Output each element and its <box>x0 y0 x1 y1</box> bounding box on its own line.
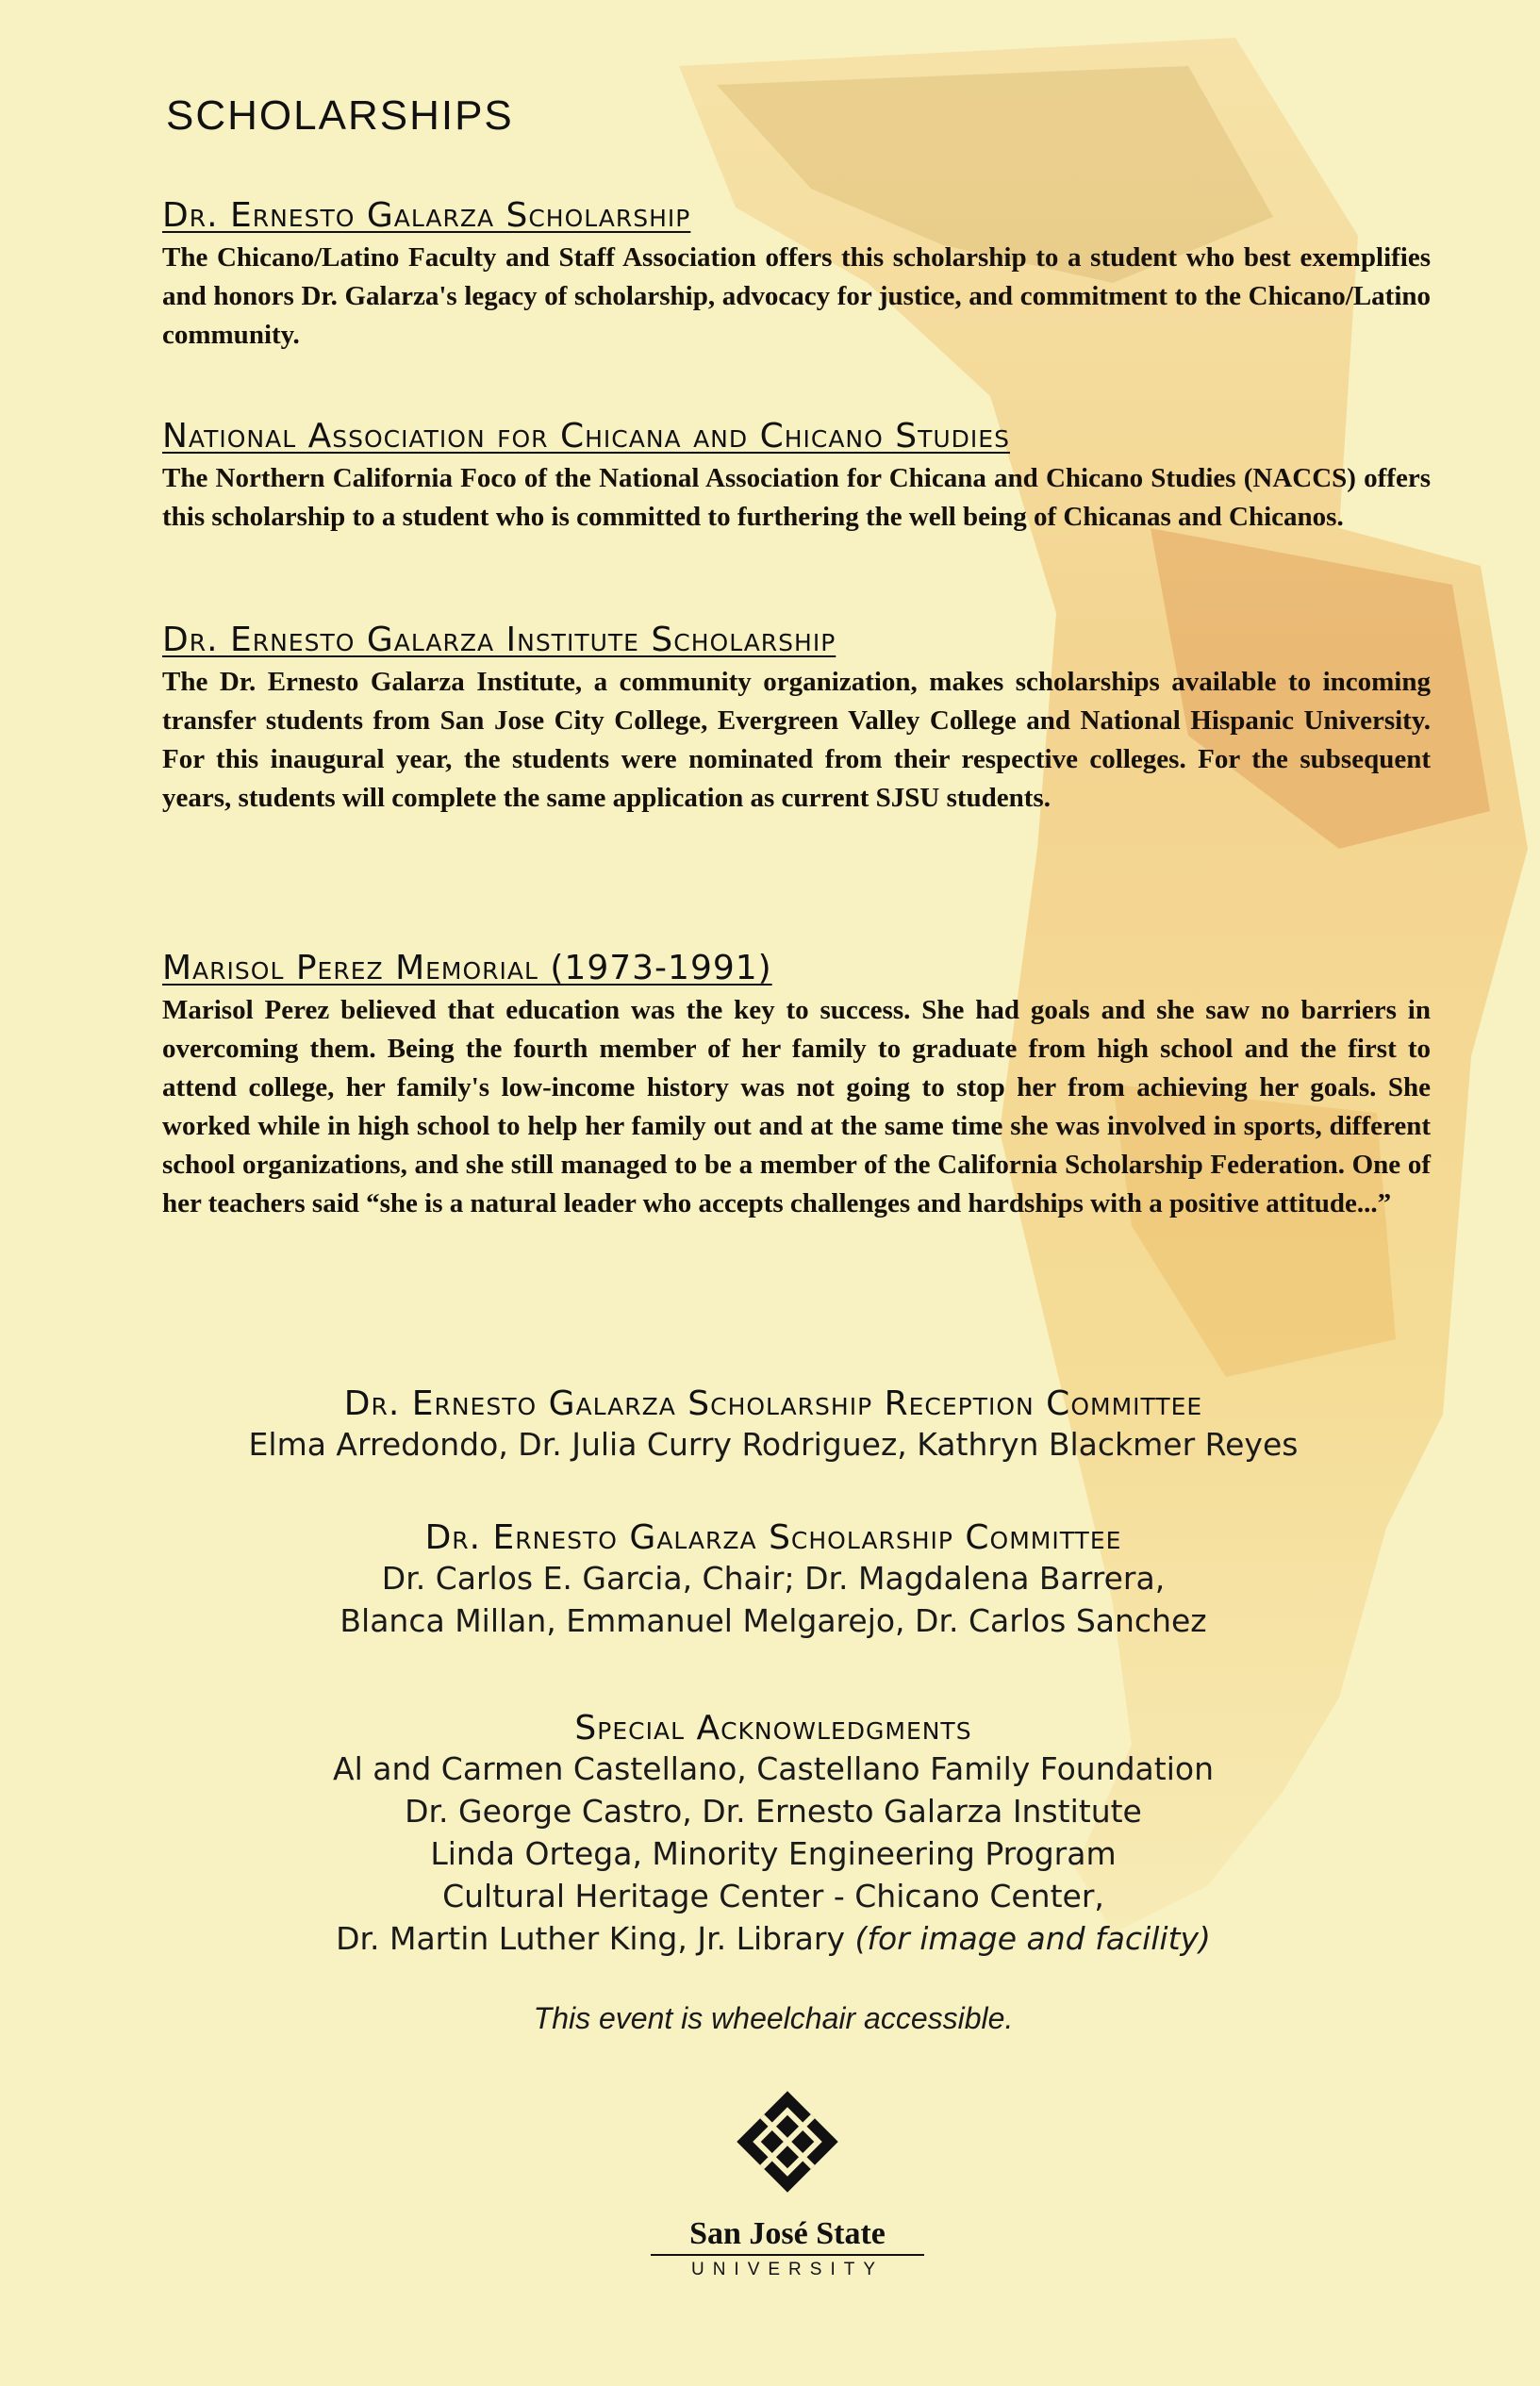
section-heading: Dr. Ernesto Galarza Institute Scholarship <box>162 621 836 659</box>
special-acknowledgments <box>132 1709 1415 1960</box>
section-heading: National Association for Chicana and Chicano Studies <box>162 417 1010 456</box>
section-naccs <box>162 417 1431 537</box>
acknowledgment-line: Al and Carmen Castellano, Castellano Family Foundation <box>333 1750 1214 1787</box>
acknowledgment-line: Cultural Heritage Center - Chicano Center, <box>442 1878 1104 1914</box>
committee-line: Dr. Carlos E. Garcia, Chair; Dr. Magdalena Barrera, <box>381 1560 1166 1597</box>
section-marisol-perez <box>162 949 1431 1223</box>
university-name: San José State <box>651 2216 924 2256</box>
acknowledgment-line: Linda Ortega, Minority Engineering Program <box>430 1835 1117 1872</box>
section-galarza-institute <box>162 621 1431 818</box>
acknowledgments-heading: Special Acknowledgments <box>574 1709 972 1748</box>
committee-line: Elma Arredondo, Dr. Julia Curry Rodriguez, Kathryn Blackmer Reyes <box>248 1426 1299 1463</box>
section-body: The Northern California Foco of the National Association for Chicana and Chicano Studies (NACCS) offers this scholarship to a student who is committed to furthering the well being of Chicanas and Chicanos. <box>162 463 1431 532</box>
section-heading: Marisol Perez Memorial (1973-1991) <box>162 949 772 987</box>
page-title: SCHOLARSHIPS <box>166 92 514 139</box>
section-galarza-scholarship <box>162 196 1431 355</box>
section-body: The Dr. Ernesto Galarza Institute, a community organization, makes scholarships available to incoming transfer students from San Jose City College, Evergreen Valley College and National Hispanic University. For this inaugural year, the students were nominated from their respective colleges. For the subsequent years, students will complete the same application as current SJSU students. <box>162 667 1431 813</box>
section-body: The Chicano/Latino Faculty and Staff Association offers this scholarship to a student who best exemplifies and honors Dr. Galarza's legacy of scholarship, advocacy for justice, and commitment to the Chicano/Latino community. <box>162 242 1431 350</box>
university-subtitle: UNIVERSITY <box>690 2260 885 2279</box>
section-heading: Dr. Ernesto Galarza Scholarship <box>162 196 691 235</box>
section-body: Marisol Perez believed that education was the key to success. She had goals and she saw no barriers in overcoming them. Being the fourth member of her family to graduate from high school and the first to attend college, her family's low-income history was not going to stop her from achieving her goals. She worked while in high school to help her family out and at the same time she was involved in sports, different school organizations, and she still managed to be a member of the California Scholarship Federation. One of her teachers said “she is a natural leader who accepts challenges and hardships with a positive attitude...” <box>162 995 1431 1218</box>
sjsu-logo-icon <box>734 2088 841 2195</box>
committee-heading: Dr. Ernesto Galarza Scholarship Committee <box>424 1518 1122 1557</box>
acknowledgment-library: Dr. Martin Luther King, Jr. Library <box>336 1920 845 1957</box>
committee-line: Blanca Millan, Emmanuel Melgarejo, Dr. Carlos Sanchez <box>339 1602 1207 1639</box>
scholarship-committee <box>132 1518 1415 1642</box>
accessibility-note: This event is wheelchair accessible. <box>533 2001 1014 2035</box>
acknowledgment-line: Dr. George Castro, Dr. Ernesto Galarza Institute <box>405 1793 1142 1830</box>
acknowledgment-note: (for image and facility) <box>854 1920 1211 1957</box>
acknowledgment-line <box>132 1917 1415 1960</box>
reception-committee <box>132 1384 1415 1466</box>
committee-heading: Dr. Ernesto Galarza Scholarship Reception Committee <box>343 1384 1203 1423</box>
